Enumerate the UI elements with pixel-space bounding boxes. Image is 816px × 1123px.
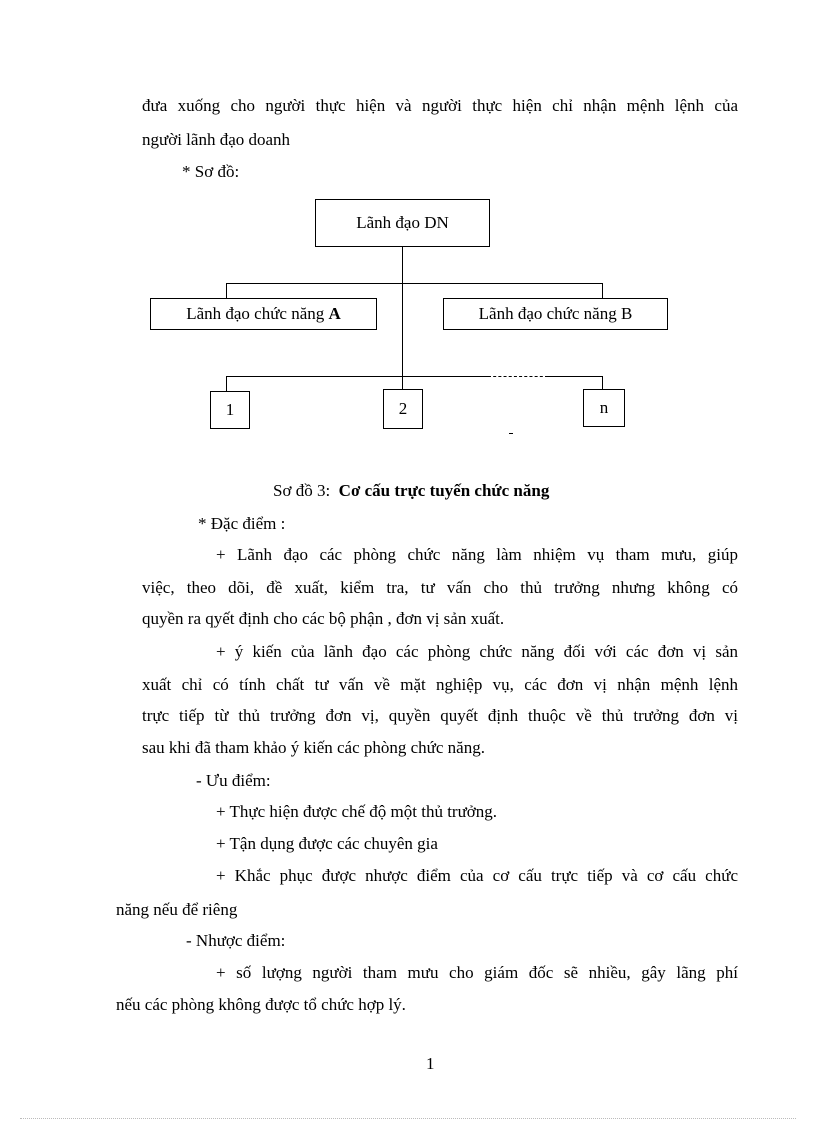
box-functional-a-prefix: Lãnh đạo chức năng (186, 304, 329, 323)
connector-functional-horizontal (226, 283, 603, 284)
connector-main-vertical (402, 247, 403, 401)
connector-func-b-drop (602, 283, 603, 299)
advantage-item-2: + Tận dụng được các chuyên gia (216, 834, 438, 853)
box-functional-b-label: Lãnh đạo chức năng B (478, 304, 633, 323)
disadvantage-line-2: nếu các phòng không được tổ chức hợp lý. (116, 995, 406, 1014)
caption-prefix: Sơ đồ 3: (273, 481, 331, 500)
box-top-management (315, 199, 490, 247)
diagram-caption (273, 481, 549, 501)
connector-unit-1-drop (226, 376, 227, 392)
box-unit-n-label: n (599, 398, 609, 417)
features-p2-line-2: xuất chỉ có tính chất tư vấn về mặt nghiệp vụ, các đơn vị nhận mệnh lệnh (142, 675, 738, 694)
features-p1-line-2: việc, theo dõi, đề xuất, kiểm tra, tư vấn cho thủ trưởng nhưng không có (142, 578, 738, 597)
advantage-item-3: + Khắc phục được nhược điểm của cơ cấu trực tiếp và cơ cấu chức (216, 866, 738, 885)
features-p2-line-4: sau khi đã tham khảo ý kiến các phòng chức năng. (142, 738, 485, 757)
intro-line-1: đưa xuống cho người thực hiện và người thực hiện chỉ nhận mệnh lệnh của (142, 96, 738, 115)
box-unit-n (583, 389, 625, 427)
page-bottom-border (20, 1118, 796, 1119)
box-functional-b (443, 298, 668, 330)
box-unit-2-label: 2 (398, 399, 408, 418)
page-number: 1 (426, 1054, 435, 1073)
advantage-item-3-continuation: năng nếu để riêng (116, 900, 238, 919)
diagram-heading: * Sơ đồ: (182, 162, 240, 181)
box-functional-a-letter: A (328, 304, 341, 323)
disadvantage-line-1: + số lượng người tham mưu cho giám đốc sẽ nhiều, gây lãng phí (216, 963, 738, 982)
advantages-heading: - Ưu điểm: (196, 771, 271, 790)
connector-units-dashed (488, 376, 548, 377)
connector-units-horizontal-end (548, 376, 603, 377)
disadvantages-heading: - Nhược điểm: (186, 931, 286, 950)
box-functional-a (150, 298, 377, 330)
features-p2-line-1: + ý kiến của lãnh đạo các phòng chức năng đối với các đơn vị sản (216, 642, 738, 661)
connector-units-horizontal (226, 376, 488, 377)
features-p2-line-3: trực tiếp từ thủ trưởng đơn vị, quyền quyết định thuộc về thủ trưởng đơn vị (142, 706, 738, 725)
caption-title: Cơ cấu trực tuyến chức năng (338, 481, 550, 500)
box-unit-1 (210, 391, 250, 429)
features-p1-line-1: + Lãnh đạo các phòng chức năng làm nhiệm vụ tham mưu, giúp (216, 545, 738, 564)
features-p1-line-3: quyền ra qyết định cho các bộ phận , đơn vị sản xuất. (142, 609, 505, 628)
box-unit-2 (383, 389, 423, 429)
box-top-management-label: Lãnh đạo DN (356, 213, 449, 232)
box-functional-a-label (186, 304, 341, 324)
diagram-stray-mark (509, 433, 513, 434)
connector-unit-n-drop (602, 376, 603, 390)
advantage-item-1: + Thực hiện được chế độ một thủ trưởng. (216, 802, 498, 821)
box-unit-1-label: 1 (225, 400, 235, 419)
intro-line-2: người lãnh đạo doanh (142, 130, 291, 149)
connector-func-a-drop (226, 283, 227, 299)
features-heading: * Đặc điểm : (198, 514, 286, 533)
